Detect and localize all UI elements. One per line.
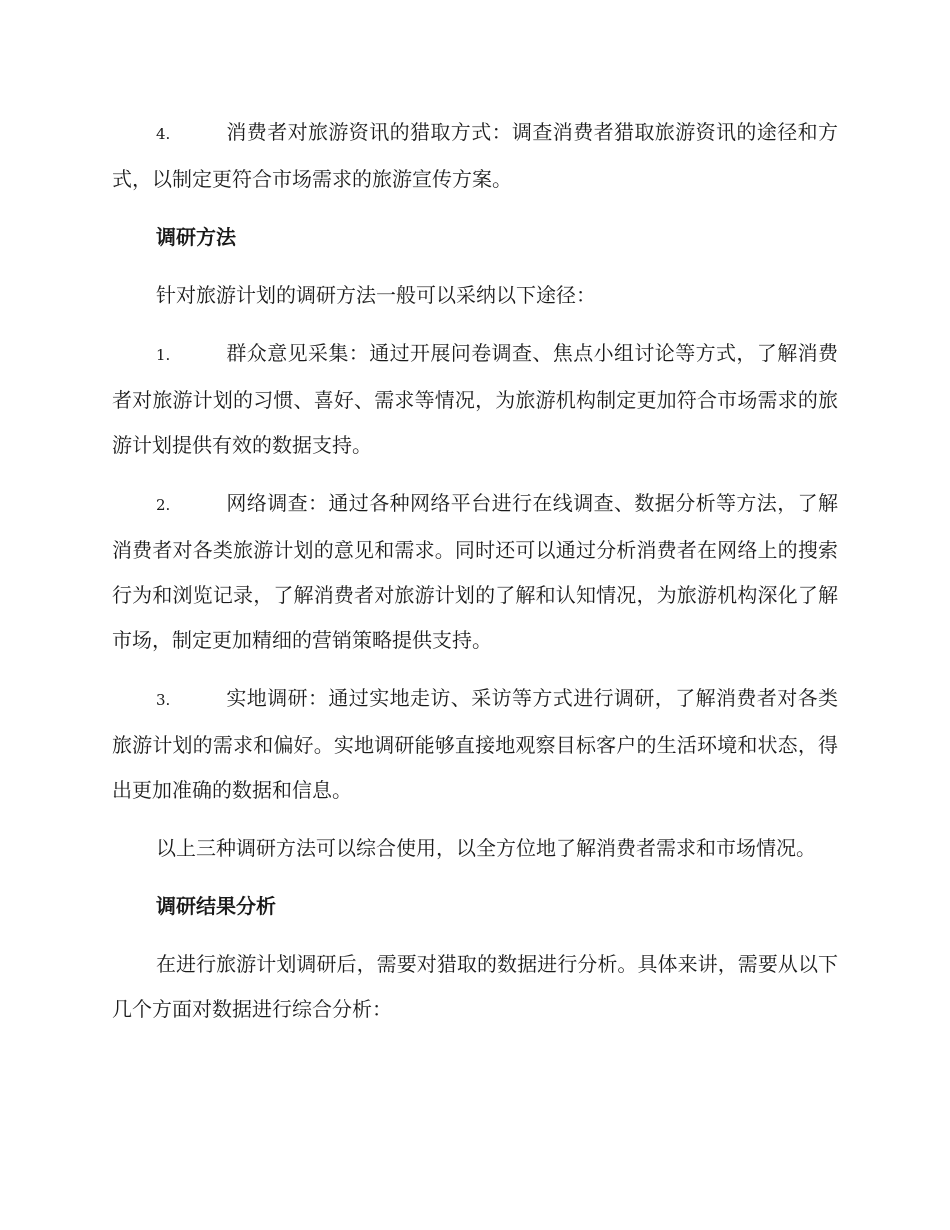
section-heading-analysis: 调研结果分析 xyxy=(156,894,276,918)
list-item-text: 网络调查：通过各种网络平台进行在线调查、数据分析等方法，了解消费者对各类旅游计划的意见和需求。同时还可以通过分析消费者在网络上的搜索行为和浏览记录，了解消费者对旅游计划的了解和认知情况，为旅游机构深化了解市场，制定更加精细的营销策略提供支持。 xyxy=(112,491,838,652)
list-item-text: 群众意见采集：通过开展问卷调查、焦点小组讨论等方式，了解消费者对旅游计划的习惯、喜好、需求等情况，为旅游机构制定更加符合市场需求的旅游计划提供有效的数据支持。 xyxy=(112,341,838,457)
list-number: 3. xyxy=(156,691,171,709)
list-number: 1. xyxy=(156,346,171,364)
list-item xyxy=(112,110,838,202)
section-heading-methods: 调研方法 xyxy=(156,225,236,249)
list-item-text: 实地调研：通过实地走访、采访等方式进行调研，了解消费者对各类旅游计划的需求和偏好。实地调研能够直接地观察目标客户的生活环境和状态，得出更加准确的数据和信息。 xyxy=(112,686,838,802)
list-number: 4. xyxy=(156,125,171,143)
list-item xyxy=(112,676,838,813)
list-item-text: 消费者对旅游资讯的猎取方式：调查消费者猎取旅游资讯的途径和方式，以制定更符合市场需求的旅游宣传方案。 xyxy=(112,120,838,191)
list-number: 2. xyxy=(156,496,171,514)
list-item xyxy=(112,331,838,468)
methods-summary-paragraph: 以上三种调研方法可以综合使用，以全方位地了解消费者需求和市场情况。 xyxy=(156,836,816,860)
list-item xyxy=(112,481,838,663)
analysis-intro-paragraph: 在进行旅游计划调研后，需要对猎取的数据进行分析。具体来讲，需要从以下几个方面对数据进行综合分析： xyxy=(112,952,838,1021)
methods-intro-paragraph: 针对旅游计划的调研方法一般可以采纳以下途径： xyxy=(156,283,596,307)
